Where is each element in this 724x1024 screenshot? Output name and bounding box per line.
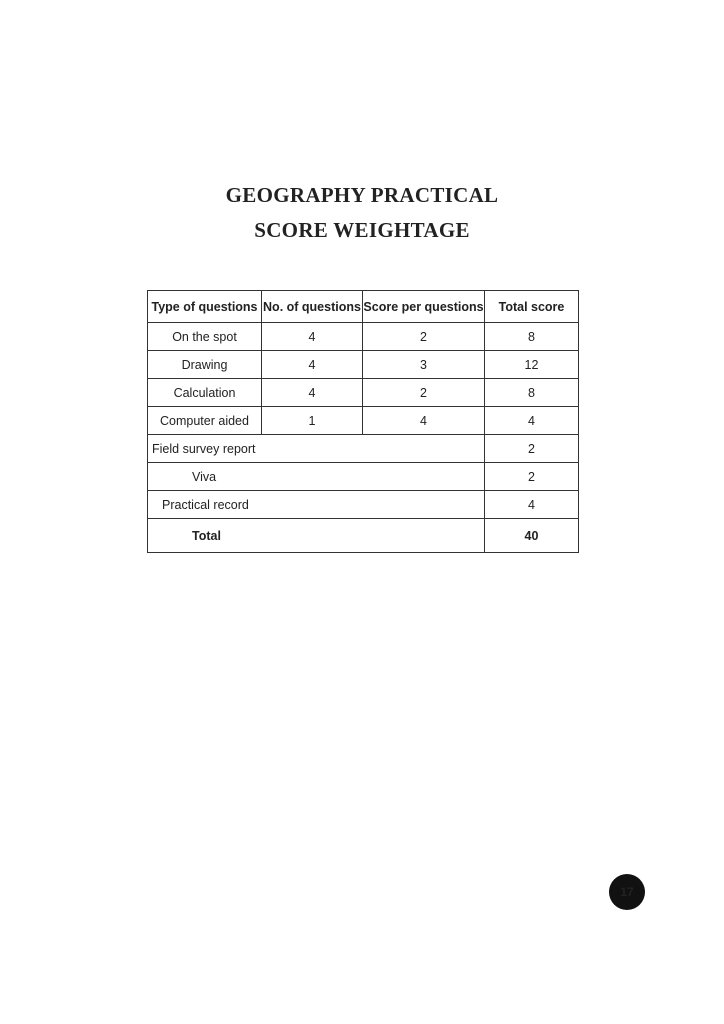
cell-score-per: 3 (363, 351, 485, 379)
cell-total: 8 (485, 323, 579, 351)
cell-score-per: 2 (363, 379, 485, 407)
cell-type: On the spot (148, 323, 262, 351)
table-header-row (148, 291, 579, 323)
cell-count: 4 (262, 323, 363, 351)
page-title-line-2: SCORE WEIGHTAGE (254, 218, 470, 242)
table-row (148, 379, 579, 407)
cell-score-per: 2 (363, 323, 485, 351)
cell-total: 4 (485, 407, 579, 435)
table-row (148, 435, 579, 463)
cell-type: Viva (148, 463, 485, 491)
cell-total: 4 (485, 491, 579, 519)
table-row (148, 351, 579, 379)
cell-type: Drawing (148, 351, 262, 379)
header-total-score: Total score (485, 291, 579, 323)
cell-total: 8 (485, 379, 579, 407)
cell-total: 2 (485, 463, 579, 491)
page-title-line-1: GEOGRAPHY PRACTICAL (225, 183, 499, 207)
header-score-per-questions: Score per questions (363, 291, 485, 323)
score-weightage-table (147, 290, 579, 553)
table-row (148, 323, 579, 351)
cell-count: 4 (262, 351, 363, 379)
total-label: Total (148, 519, 485, 553)
cell-type: Calculation (148, 379, 262, 407)
cell-type: Practical record (148, 491, 485, 519)
cell-total: 2 (485, 435, 579, 463)
table-total-row (148, 519, 579, 553)
cell-count: 1 (262, 407, 363, 435)
header-no-of-questions: No. of questions (262, 291, 363, 323)
cell-total: 12 (485, 351, 579, 379)
cell-type: Field survey report (148, 435, 485, 463)
total-value: 40 (485, 519, 579, 553)
table-row (148, 407, 579, 435)
table-row (148, 463, 579, 491)
page-number: 17 (620, 885, 634, 899)
cell-count: 4 (262, 379, 363, 407)
header-type-of-questions: Type of questions (148, 291, 262, 323)
table-row (148, 491, 579, 519)
cell-score-per: 4 (363, 407, 485, 435)
cell-type: Computer aided (148, 407, 262, 435)
page-number-badge (609, 874, 645, 910)
